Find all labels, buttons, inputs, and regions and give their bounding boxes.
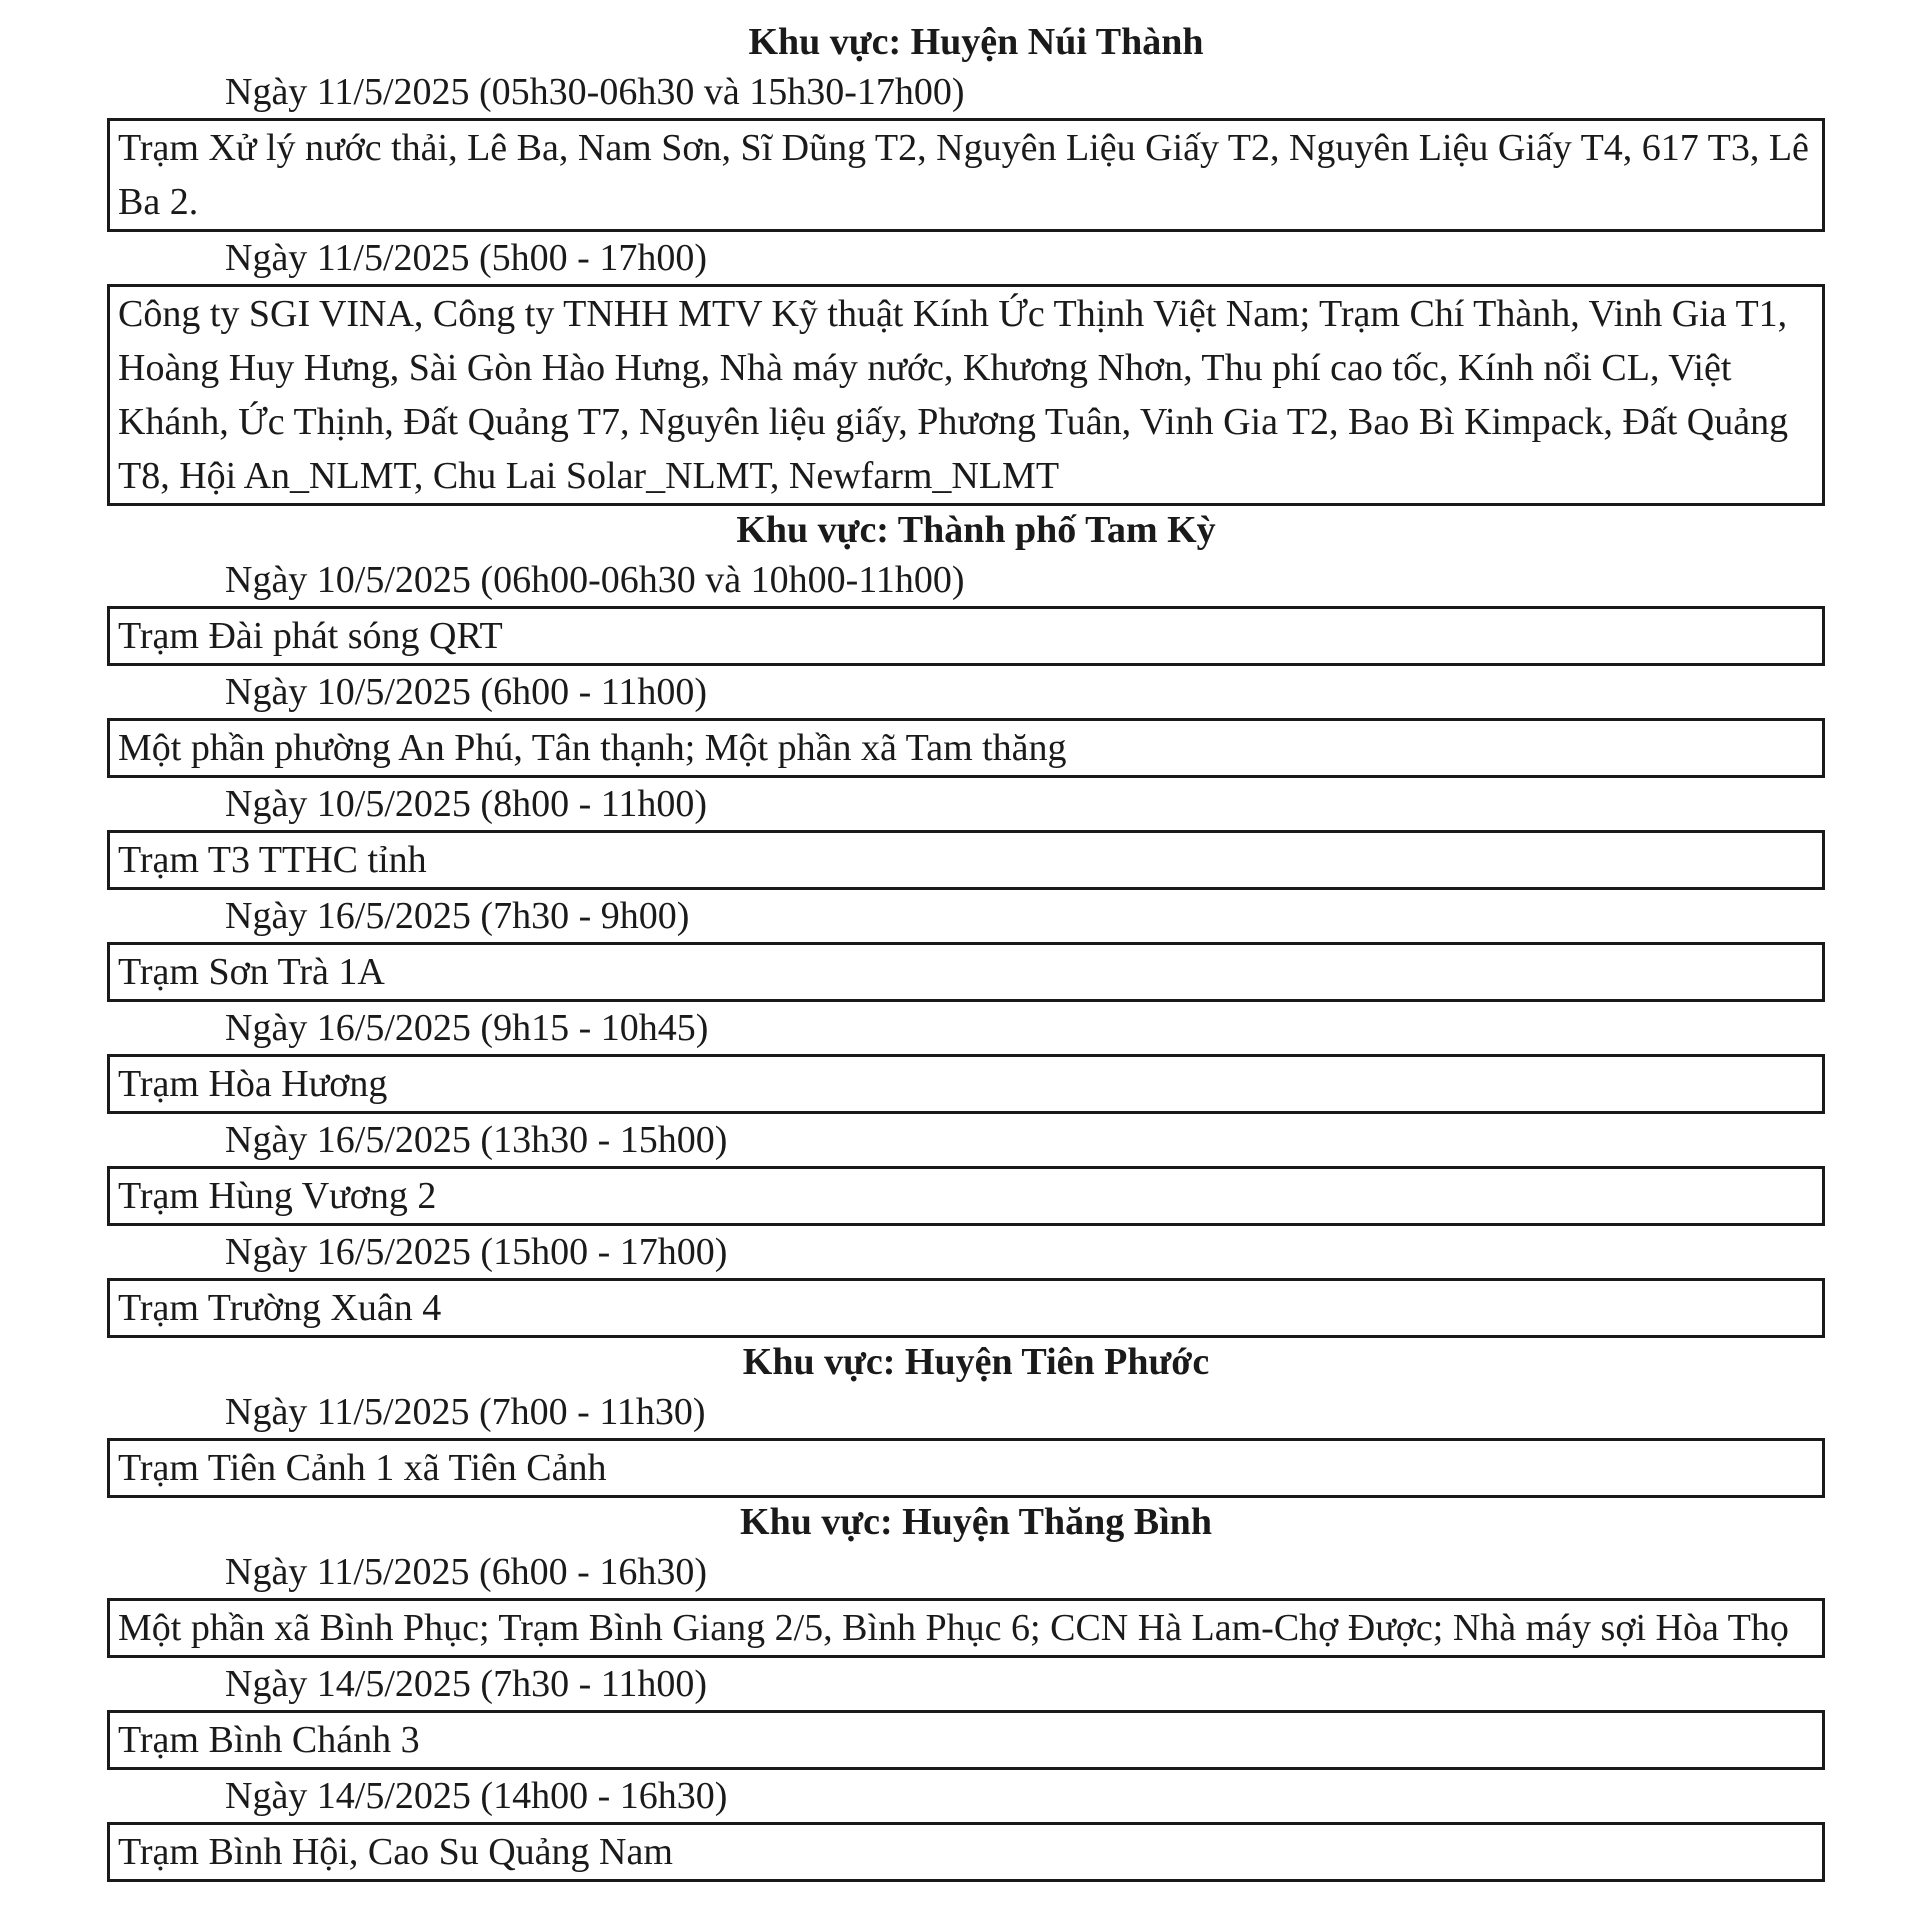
outage-date: Ngày 16/5/2025 (15h00 - 17h00): [225, 1231, 728, 1273]
outage-date: Ngày 11/5/2025 (6h00 - 16h30): [225, 1551, 707, 1593]
outage-date: Ngày 16/5/2025 (9h15 - 10h45): [225, 1007, 709, 1049]
outage-date: Ngày 11/5/2025 (7h00 - 11h30): [225, 1391, 706, 1433]
affected-locations: Trạm Tiên Cảnh 1 xã Tiên Cảnh: [107, 1438, 1825, 1498]
affected-locations: Trạm Trường Xuân 4: [107, 1278, 1825, 1338]
outage-date: Ngày 10/5/2025 (8h00 - 11h00): [225, 783, 707, 825]
area-section-thang-binh: [107, 1498, 1825, 1882]
outage-schedule-document: [107, 18, 1825, 1882]
area-heading: Khu vực: Huyện Tiên Phước: [742, 1341, 1210, 1383]
outage-date: Ngày 10/5/2025 (6h00 - 11h00): [225, 671, 707, 713]
outage-date: Ngày 10/5/2025 (06h00-06h30 và 10h00-11h00): [225, 559, 965, 601]
area-heading: Khu vực: Huyện Núi Thành: [748, 21, 1204, 63]
area-heading: Khu vực: Huyện Thăng Bình: [740, 1501, 1212, 1543]
affected-locations: Trạm Hùng Vương 2: [107, 1166, 1825, 1226]
outage-date: Ngày 11/5/2025 (5h00 - 17h00): [225, 237, 707, 279]
affected-locations: Một phần phường An Phú, Tân thạnh; Một phần xã Tam thăng: [107, 718, 1825, 778]
outage-date: Ngày 16/5/2025 (7h30 - 9h00): [225, 895, 690, 937]
area-section-tam-ky: [107, 506, 1825, 1338]
outage-date: Ngày 11/5/2025 (05h30-06h30 và 15h30-17h00): [225, 71, 965, 113]
affected-locations: Trạm Đài phát sóng QRT: [107, 606, 1825, 666]
affected-locations: Trạm Hòa Hương: [107, 1054, 1825, 1114]
area-heading: Khu vực: Thành phố Tam Kỳ: [736, 509, 1216, 551]
affected-locations: Trạm Sơn Trà 1A: [107, 942, 1825, 1002]
affected-locations: Một phần xã Bình Phục; Trạm Bình Giang 2/5, Bình Phục 6; CCN Hà Lam-Chợ Được; Nhà máy sợi Hòa Thọ: [107, 1598, 1825, 1658]
affected-locations: Trạm Xử lý nước thải, Lê Ba, Nam Sơn, Sĩ Dũng T2, Nguyên Liệu Giấy T2, Nguyên Liệu Giấy T4, 617 T3, Lê Ba 2.: [107, 118, 1825, 232]
affected-locations: Công ty SGI VINA, Công ty TNHH MTV Kỹ thuật Kính Ức Thịnh Việt Nam; Trạm Chí Thành, Vinh Gia T1, Hoàng Huy Hưng, Sài Gòn Hào Hưng, Nhà máy nước, Khương Nhơn, Thu phí cao tốc, Kính nổi CL, Việt Khánh, Ức Thịnh, Đất Quảng T7, Nguyên liệu giấy, Phương Tuân, Vinh Gia T2, Bao Bì Kimpack, Đất Quảng T8, Hội An_NLMT, Chu Lai Solar_NLMT, Newfarm_NLMT: [107, 284, 1825, 506]
outage-date: Ngày 16/5/2025 (13h30 - 15h00): [225, 1119, 728, 1161]
area-section-tien-phuoc: [107, 1338, 1825, 1498]
affected-locations: Trạm Bình Chánh 3: [107, 1710, 1825, 1770]
affected-locations: Trạm T3 TTHC tỉnh: [107, 830, 1825, 890]
affected-locations: Trạm Bình Hội, Cao Su Quảng Nam: [107, 1822, 1825, 1882]
outage-date: Ngày 14/5/2025 (14h00 - 16h30): [225, 1775, 728, 1817]
area-section-nui-thanh: [107, 18, 1825, 506]
outage-date: Ngày 14/5/2025 (7h30 - 11h00): [225, 1663, 707, 1705]
